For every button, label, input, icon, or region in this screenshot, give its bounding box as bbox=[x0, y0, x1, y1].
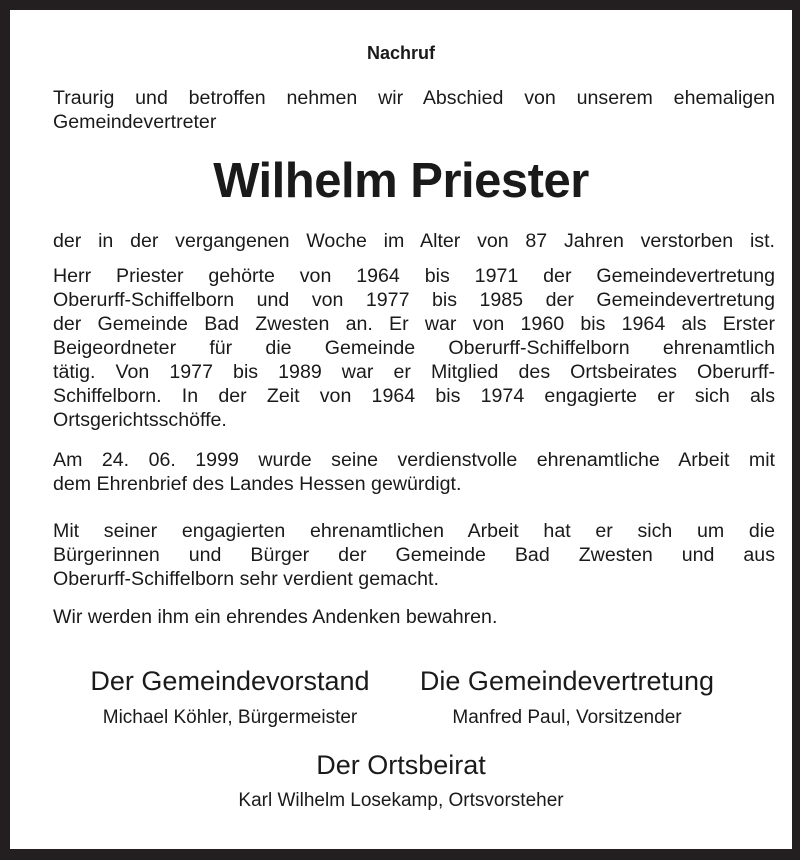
text-line: tätig. Von 1977 bis 1989 war er Mitglied des Ortsbeirates Oberurff- bbox=[53, 361, 775, 383]
text-line: Oberurff-Schiffelborn und von 1977 bis 1985 der Gemeindevertretung bbox=[53, 289, 775, 311]
text-line: Schiffelborn. In der Zeit von 1964 bis 1974 engagierte er sich als bbox=[53, 385, 775, 407]
text-line: Oberurff-Schiffelborn sehr verdient gemacht. bbox=[53, 568, 439, 590]
text-line: Ortsgerichtsschöffe. bbox=[53, 409, 227, 431]
deceased-name: Wilhelm Priester bbox=[213, 154, 589, 208]
intro-line: Traurig und betroffen nehmen wir Abschied von unserem ehemaligen bbox=[53, 87, 775, 109]
signature-person: Manfred Paul, Vorsitzender bbox=[452, 707, 682, 728]
text-line: Wir werden ihm ein ehrendes Andenken bewahren. bbox=[53, 606, 498, 628]
paragraph-4 bbox=[53, 519, 775, 591]
text-line: Herr Priester gehörte von 1964 bis 1971 der Gemeindevertretung bbox=[53, 265, 775, 287]
text-line: dem Ehrenbrief des Landes Hessen gewürdigt. bbox=[53, 473, 462, 495]
intro-line: Gemeindevertreter bbox=[53, 111, 217, 133]
obituary-notice bbox=[10, 10, 792, 849]
signature-org: Der Ortsbeirat bbox=[316, 750, 486, 780]
paragraph-1 bbox=[53, 229, 775, 253]
intro bbox=[53, 86, 775, 134]
paragraph-5 bbox=[53, 605, 775, 629]
signature-person: Karl Wilhelm Losekamp, Ortsvorsteher bbox=[238, 790, 564, 811]
text-line: Bürgerinnen und Bürger der Gemeinde Bad Zwesten und aus bbox=[53, 544, 775, 566]
paragraph-2 bbox=[53, 264, 775, 432]
text-line: Am 24. 06. 1999 wurde seine verdienstvolle ehrenamtliche Arbeit mit bbox=[53, 449, 775, 471]
signature-person: Michael Köhler, Bürgermeister bbox=[102, 707, 358, 728]
heading: Nachruf bbox=[366, 43, 435, 63]
signature-org: Die Gemeindevertretung bbox=[419, 666, 715, 696]
text-line: der in der vergangenen Woche im Alter von 87 Jahren verstorben ist. bbox=[53, 230, 775, 252]
paragraph-3 bbox=[53, 448, 775, 496]
text-line: Mit seiner engagierten ehrenamtlichen Arbeit hat er sich um die bbox=[53, 520, 775, 542]
text-line: Beigeordneter für die Gemeinde Oberurff-Schiffelborn ehrenamtlich bbox=[53, 337, 775, 359]
text-line: der Gemeinde Bad Zwesten an. Er war von 1960 bis 1964 als Erster bbox=[53, 313, 775, 335]
signature-org: Der Gemeindevorstand bbox=[90, 666, 370, 696]
